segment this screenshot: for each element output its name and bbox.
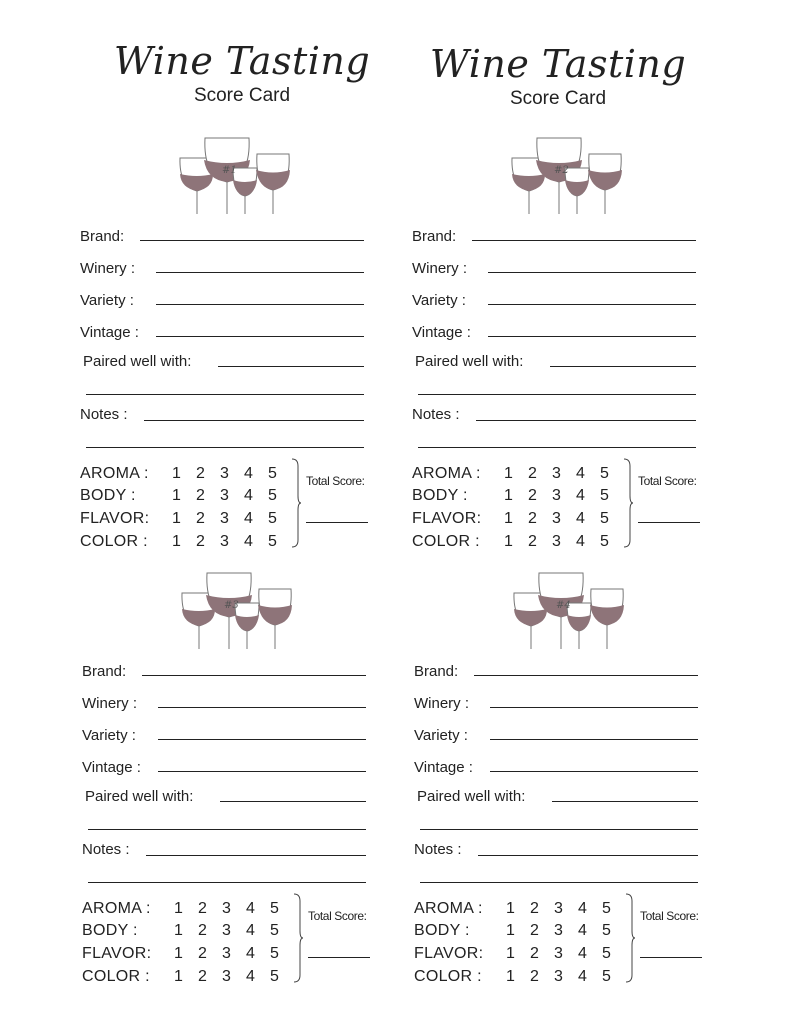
rating-option[interactable]: 2 bbox=[196, 465, 205, 482]
rating-option[interactable]: 2 bbox=[530, 922, 539, 939]
paired-line-1[interactable] bbox=[218, 366, 364, 367]
paired-line-2[interactable] bbox=[418, 394, 696, 395]
notes-line-1[interactable] bbox=[476, 420, 696, 421]
rating-option[interactable]: 5 bbox=[270, 968, 279, 985]
color-scale[interactable] bbox=[174, 968, 294, 986]
color-scale[interactable] bbox=[506, 968, 626, 986]
rating-option[interactable]: 2 bbox=[198, 945, 207, 962]
vintage-label: Vintage : bbox=[414, 759, 473, 776]
paired-label: Paired well with: bbox=[83, 353, 192, 370]
total-score-label: Total Score: bbox=[306, 474, 365, 488]
brand-line[interactable] bbox=[472, 240, 696, 241]
rating-option[interactable]: 5 bbox=[602, 945, 611, 962]
aroma-scale[interactable] bbox=[504, 465, 624, 483]
aroma-label: AROMA : bbox=[414, 900, 483, 917]
flavor-scale[interactable] bbox=[172, 510, 292, 528]
rating-option[interactable]: 3 bbox=[554, 945, 563, 962]
title-sub-right: Score Card bbox=[509, 88, 607, 109]
paired-line-1[interactable] bbox=[550, 366, 696, 367]
color-label: COLOR : bbox=[414, 968, 482, 985]
rating-option[interactable]: 4 bbox=[246, 945, 255, 962]
score-card-4 bbox=[414, 571, 714, 1011]
flavor-scale[interactable] bbox=[506, 945, 626, 963]
color-scale[interactable] bbox=[504, 533, 624, 551]
body-label: BODY : bbox=[82, 922, 138, 939]
vintage-label: Vintage : bbox=[80, 324, 139, 341]
color-label: COLOR : bbox=[412, 533, 480, 550]
rating-option[interactable]: 2 bbox=[530, 945, 539, 962]
rating-option[interactable]: 4 bbox=[576, 487, 585, 504]
score-card-2 bbox=[412, 136, 712, 576]
rating-option[interactable]: 1 bbox=[172, 533, 181, 550]
rating-option[interactable]: 1 bbox=[174, 968, 183, 985]
rating-option[interactable]: 2 bbox=[528, 465, 537, 482]
aroma-scale[interactable] bbox=[174, 900, 294, 918]
rating-option[interactable]: 4 bbox=[578, 922, 587, 939]
rating-option[interactable]: 1 bbox=[506, 945, 515, 962]
rating-option[interactable]: 3 bbox=[222, 945, 231, 962]
rating-option[interactable]: 5 bbox=[602, 900, 611, 917]
notes-line-1[interactable] bbox=[146, 855, 366, 856]
rating-option[interactable]: 3 bbox=[554, 968, 563, 985]
notes-line-2[interactable] bbox=[420, 882, 698, 883]
vintage-line[interactable] bbox=[490, 771, 698, 772]
title-sub-left: Score Card bbox=[193, 85, 291, 106]
rating-option[interactable]: 3 bbox=[222, 968, 231, 985]
rating-option[interactable]: 5 bbox=[602, 922, 611, 939]
rating-option[interactable]: 1 bbox=[172, 510, 181, 527]
rating-option[interactable]: 2 bbox=[530, 968, 539, 985]
notes-label: Notes : bbox=[80, 406, 128, 423]
aroma-label: AROMA : bbox=[82, 900, 151, 917]
total-score-line[interactable] bbox=[640, 957, 702, 958]
vintage-line[interactable] bbox=[488, 336, 696, 337]
total-score-line[interactable] bbox=[638, 522, 700, 523]
notes-line-2[interactable] bbox=[418, 447, 696, 448]
paired-label: Paired well with: bbox=[417, 788, 526, 805]
rating-option[interactable]: 2 bbox=[528, 487, 537, 504]
rating-option[interactable]: 3 bbox=[222, 900, 231, 917]
total-score-label: Total Score: bbox=[308, 909, 367, 923]
variety-label: Variety : bbox=[82, 727, 136, 744]
rating-option[interactable]: 3 bbox=[554, 900, 563, 917]
notes-line-1[interactable] bbox=[478, 855, 698, 856]
glass-number: #1 bbox=[222, 165, 237, 176]
rating-option[interactable]: 1 bbox=[504, 465, 513, 482]
rating-option[interactable]: 1 bbox=[174, 922, 183, 939]
variety-line[interactable] bbox=[488, 304, 696, 305]
rating-option[interactable]: 4 bbox=[244, 510, 253, 527]
winery-label: Winery : bbox=[414, 695, 470, 712]
brand-line[interactable] bbox=[474, 675, 698, 676]
total-score-line[interactable] bbox=[308, 957, 370, 958]
rating-option[interactable]: 4 bbox=[578, 968, 587, 985]
paired-line-2[interactable] bbox=[86, 394, 364, 395]
rating-option[interactable]: 3 bbox=[220, 510, 229, 527]
brace-icon bbox=[292, 893, 304, 983]
variety-label: Variety : bbox=[80, 292, 134, 309]
paired-line-1[interactable] bbox=[552, 801, 698, 802]
body-scale[interactable] bbox=[174, 922, 294, 940]
color-scale[interactable] bbox=[172, 533, 292, 551]
notes-label: Notes : bbox=[412, 406, 460, 423]
rating-option[interactable]: 5 bbox=[268, 533, 277, 550]
winery-label: Winery : bbox=[412, 260, 468, 277]
wine-glasses-icon bbox=[507, 136, 627, 216]
rating-option[interactable]: 1 bbox=[504, 533, 513, 550]
brace-icon bbox=[622, 458, 634, 548]
flavor-label: FLAVOR: bbox=[82, 945, 152, 962]
body-label: BODY : bbox=[414, 922, 470, 939]
rating-option[interactable]: 5 bbox=[602, 968, 611, 985]
aroma-scale[interactable] bbox=[506, 900, 626, 918]
aroma-scale[interactable] bbox=[172, 465, 292, 483]
rating-option[interactable]: 5 bbox=[600, 465, 609, 482]
rating-option[interactable]: 1 bbox=[504, 510, 513, 527]
brace-icon bbox=[290, 458, 302, 548]
aroma-label: AROMA : bbox=[80, 465, 149, 482]
rating-option[interactable]: 3 bbox=[552, 510, 561, 527]
rating-option[interactable]: 3 bbox=[220, 465, 229, 482]
rating-option[interactable]: 4 bbox=[576, 533, 585, 550]
rating-option[interactable]: 4 bbox=[246, 900, 255, 917]
body-label: BODY : bbox=[412, 487, 468, 504]
body-scale[interactable] bbox=[172, 487, 292, 505]
rating-option[interactable]: 4 bbox=[576, 510, 585, 527]
rating-option[interactable]: 1 bbox=[172, 465, 181, 482]
rating-option[interactable]: 3 bbox=[552, 487, 561, 504]
vintage-label: Vintage : bbox=[412, 324, 471, 341]
notes-line-2[interactable] bbox=[86, 447, 364, 448]
variety-line[interactable] bbox=[158, 739, 366, 740]
body-scale[interactable] bbox=[506, 922, 626, 940]
flavor-label: FLAVOR: bbox=[412, 510, 482, 527]
notes-line-1[interactable] bbox=[144, 420, 364, 421]
notes-label: Notes : bbox=[414, 841, 462, 858]
rating-option[interactable]: 2 bbox=[196, 510, 205, 527]
variety-line[interactable] bbox=[490, 739, 698, 740]
brand-label: Brand: bbox=[82, 663, 127, 680]
brand-label: Brand: bbox=[414, 663, 459, 680]
rating-option[interactable]: 2 bbox=[198, 922, 207, 939]
brand-line[interactable] bbox=[142, 675, 366, 676]
rating-option[interactable]: 5 bbox=[600, 510, 609, 527]
vintage-line[interactable] bbox=[158, 771, 366, 772]
notes-line-2[interactable] bbox=[88, 882, 366, 883]
color-label: COLOR : bbox=[80, 533, 148, 550]
brace-icon bbox=[624, 893, 636, 983]
rating-option[interactable]: 1 bbox=[172, 487, 181, 504]
rating-option[interactable]: 4 bbox=[576, 465, 585, 482]
rating-option[interactable]: 4 bbox=[246, 922, 255, 939]
rating-option[interactable]: 4 bbox=[578, 900, 587, 917]
wine-glasses-icon bbox=[177, 571, 297, 651]
rating-option[interactable]: 1 bbox=[506, 922, 515, 939]
glass-number: #4 bbox=[556, 600, 571, 611]
brand-label: Brand: bbox=[412, 228, 457, 245]
aroma-label: AROMA : bbox=[412, 465, 481, 482]
rating-option[interactable]: 3 bbox=[220, 533, 229, 550]
rating-option[interactable]: 3 bbox=[554, 922, 563, 939]
rating-option[interactable]: 2 bbox=[528, 533, 537, 550]
rating-option[interactable]: 1 bbox=[504, 487, 513, 504]
winery-line[interactable] bbox=[490, 707, 698, 708]
title-script-right: Wine Tasting bbox=[429, 42, 687, 86]
paired-line-2[interactable] bbox=[88, 829, 366, 830]
rating-option[interactable]: 2 bbox=[530, 900, 539, 917]
total-score-line[interactable] bbox=[306, 522, 368, 523]
rating-option[interactable]: 4 bbox=[244, 533, 253, 550]
rating-option[interactable]: 4 bbox=[244, 465, 253, 482]
rating-option[interactable]: 5 bbox=[600, 533, 609, 550]
brand-label: Brand: bbox=[80, 228, 125, 245]
paired-line-1[interactable] bbox=[220, 801, 366, 802]
flavor-scale[interactable] bbox=[504, 510, 624, 528]
winery-label: Winery : bbox=[80, 260, 136, 277]
vintage-label: Vintage : bbox=[82, 759, 141, 776]
rating-option[interactable]: 4 bbox=[246, 968, 255, 985]
vintage-line[interactable] bbox=[156, 336, 364, 337]
flavor-scale[interactable] bbox=[174, 945, 294, 963]
paired-label: Paired well with: bbox=[415, 353, 524, 370]
variety-line[interactable] bbox=[156, 304, 364, 305]
variety-label: Variety : bbox=[412, 292, 466, 309]
wine-glasses-icon bbox=[509, 571, 629, 651]
rating-option[interactable]: 2 bbox=[198, 968, 207, 985]
notes-label: Notes : bbox=[82, 841, 130, 858]
total-score-label: Total Score: bbox=[638, 474, 697, 488]
flavor-label: FLAVOR: bbox=[80, 510, 150, 527]
rating-option[interactable]: 3 bbox=[222, 922, 231, 939]
winery-line[interactable] bbox=[156, 272, 364, 273]
body-scale[interactable] bbox=[504, 487, 624, 505]
paired-label: Paired well with: bbox=[85, 788, 194, 805]
total-score-label: Total Score: bbox=[640, 909, 699, 923]
rating-option[interactable]: 4 bbox=[578, 945, 587, 962]
variety-label: Variety : bbox=[414, 727, 468, 744]
rating-option[interactable]: 3 bbox=[552, 533, 561, 550]
rating-option[interactable]: 3 bbox=[220, 487, 229, 504]
rating-option[interactable]: 1 bbox=[174, 945, 183, 962]
rating-option[interactable]: 2 bbox=[196, 533, 205, 550]
flavor-label: FLAVOR: bbox=[414, 945, 484, 962]
glass-number: #3 bbox=[224, 600, 239, 611]
glass-number: #2 bbox=[554, 165, 569, 176]
rating-option[interactable]: 5 bbox=[268, 487, 277, 504]
rating-option[interactable]: 5 bbox=[268, 465, 277, 482]
rating-option[interactable]: 5 bbox=[268, 510, 277, 527]
rating-option[interactable]: 5 bbox=[600, 487, 609, 504]
rating-option[interactable]: 2 bbox=[198, 900, 207, 917]
rating-option[interactable]: 2 bbox=[528, 510, 537, 527]
score-card-1 bbox=[80, 136, 380, 576]
winery-label: Winery : bbox=[82, 695, 138, 712]
rating-option[interactable]: 1 bbox=[174, 900, 183, 917]
rating-option[interactable]: 1 bbox=[506, 900, 515, 917]
body-label: BODY : bbox=[80, 487, 136, 504]
winery-line[interactable] bbox=[488, 272, 696, 273]
rating-option[interactable]: 4 bbox=[244, 487, 253, 504]
rating-option[interactable]: 3 bbox=[552, 465, 561, 482]
rating-option[interactable]: 1 bbox=[506, 968, 515, 985]
winery-line[interactable] bbox=[158, 707, 366, 708]
rating-option[interactable]: 5 bbox=[270, 922, 279, 939]
paired-line-2[interactable] bbox=[420, 829, 698, 830]
color-label: COLOR : bbox=[82, 968, 150, 985]
rating-option[interactable]: 5 bbox=[270, 945, 279, 962]
rating-option[interactable]: 2 bbox=[196, 487, 205, 504]
score-card-3 bbox=[82, 571, 382, 1011]
wine-glasses-icon bbox=[175, 136, 295, 216]
title-script-left: Wine Tasting bbox=[113, 39, 371, 83]
rating-option[interactable]: 5 bbox=[270, 900, 279, 917]
brand-line[interactable] bbox=[140, 240, 364, 241]
